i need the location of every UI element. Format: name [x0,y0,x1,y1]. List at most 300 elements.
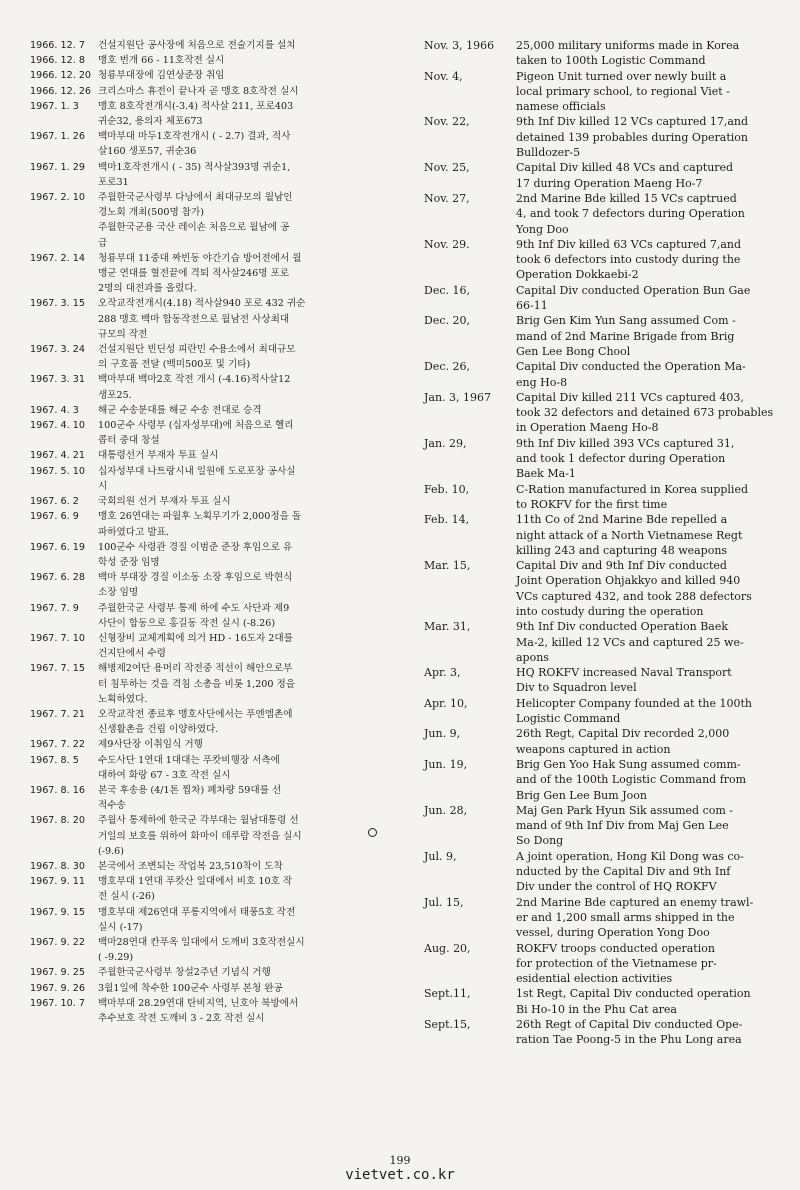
chronology-entry [30,53,404,68]
entry-line: Capital Div conducted the Operation Ma- [516,360,746,374]
entry-date: 1967. 2. 14 [30,252,85,264]
entry-line: 288 맹호 백마 합동작전으로 월남전 사상최대 [98,313,290,325]
entry-text [516,313,784,359]
entry-text [516,390,784,436]
entry-text [98,129,404,159]
entry-date: 1966. 12. 26 [30,85,92,97]
entry-line: 26th Regt, Capital Div recorded 2,000 [516,727,730,741]
entry-line: 2nd Marine Bde captured an enemy trawl- [516,895,754,909]
entry-date: 1967. 9. 26 [30,982,85,994]
entry-line: 소장 임명 [98,587,139,599]
chronology-entry [30,783,404,813]
entry-line: killing 243 and capturing 48 weapons [516,543,728,557]
entry-text [98,342,404,372]
page-number: 199 [389,1154,411,1167]
entry-date: Nov. 3, 1966 [424,39,495,52]
chronology-entry [30,753,404,783]
entry-line: Brig Gen Kim Yun Sang assumed Com - [516,314,736,328]
entry-date: Dec. 26, [424,360,470,374]
entry-text [98,464,404,494]
chronology-entry [424,558,784,619]
entry-line: 주월한국군사령부 다낭에서 최대규모의 월남인 [98,192,293,204]
chronology-entry [424,696,784,727]
chronology-entry [30,874,404,904]
site-watermark: vietvet.co.kr [345,1167,455,1183]
entry-line: 포로31 [98,176,129,188]
entry-text [98,707,404,737]
entry-line: 주월한국군사령부 창설2주년 기념식 거행 [98,967,271,979]
chronology-entry [30,935,404,965]
entry-line: 살160 생포57, 귀순36 [98,146,197,158]
entry-line: esidential election activities [516,972,673,986]
entry-line: eng Ho-8 [516,375,568,389]
entry-date: 1966. 12. 20 [30,70,92,82]
entry-line: Brig Gen Yoo Hak Sung assumed comm- [516,757,741,771]
entry-date: Dec. 16, [424,283,470,297]
entry-line: 1st Regt, Capital Div conducted operation [516,987,751,1001]
entry-line: 대하여 화랑 67 - 3호 작전 실시 [98,769,231,781]
entry-date: Mar. 31, [424,620,471,634]
entry-date: Nov. 27, [424,191,470,205]
chronology-entry [424,512,784,558]
entry-text [98,540,404,570]
chronology-entry [30,540,404,570]
chronology-entry [424,114,784,160]
entry-line: (-9.6) [98,845,124,857]
entry-text [98,99,404,129]
chronology-entry [30,418,404,448]
entry-date: 1967. 6. 2 [30,496,79,508]
chronology-entry [30,905,404,935]
chronology-entry [424,619,784,665]
entry-line: Operation Dokkaebi-2 [516,268,639,282]
entry-line: A joint operation, Hong Kil Dong was co- [516,849,744,863]
entry-text [98,661,404,707]
entry-text [98,874,404,904]
entry-line: local primary school, to regional Viet - [516,84,730,98]
entry-line: Brig Gen Lee Bum Joon [516,788,647,802]
entry-text [98,965,404,980]
entry-text [516,619,784,665]
entry-date: 1967. 9. 25 [30,967,85,979]
entry-line: Yong Doo [516,222,569,236]
entry-date: Nov. 4, [424,69,463,83]
entry-date: Dec. 20, [424,314,470,328]
entry-line: Bulldozer-5 [516,146,581,160]
entry-line: VCs captured 432, and took 288 defectors [516,589,752,603]
entry-date: 1967. 4. 3 [30,404,79,416]
entry-text [98,38,404,53]
entry-line: apons [516,650,549,664]
entry-line: 본국에서 조변되는 작업복 23,510착이 도착 [98,860,283,872]
entry-line: and of the 100th Logistic Command from [516,773,747,787]
entry-line: 백마28연대 칸푸옥 일대에서 도깨비 3호작전실시 [98,936,305,948]
entry-line: to ROKFV for the first time [516,497,668,511]
chronology-entry [424,726,784,757]
entry-date: 1967. 2. 10 [30,192,85,204]
entry-line: Joint Operation Ohjakkyo and killed 940 [516,574,741,588]
entry-line: 대통령선거 부재자 투표 실시 [98,450,219,462]
entry-text [98,570,404,600]
entry-line: 제9사단장 이취임식 거행 [98,739,203,751]
entry-date: 1967. 6. 19 [30,541,85,553]
chronology-entry [30,509,404,539]
entry-line: into costudy during the operation [516,604,704,618]
entry-date: Jan. 3, 1967 [424,390,492,404]
entry-line: vessel, during Operation Yong Doo [516,926,710,940]
entry-line: 2명의 대전과를 올렸다. [98,283,197,295]
entry-text [516,895,784,941]
entry-line: 백마부대 백마2호 작전 개시 (-4.16)적사살12 [98,374,291,386]
entry-line: 9th Inf Div conducted Operation Baek [516,620,729,634]
entry-line: 9th Inf Div killed 63 VCs captured 7,and [516,237,742,251]
entry-date: 1967. 1. 29 [30,161,85,173]
entry-text [516,359,784,390]
chronology-entry [424,359,784,390]
entry-line: took 6 defectors into custody during the [516,253,741,267]
entry-text [98,631,404,661]
entry-line: 파하였다고 발표. [98,526,169,538]
entry-line: 의 구호품 전달 (백미500포 및 기타) [98,359,251,371]
entry-line: 11th Co of 2nd Marine Bde repelled a [516,513,728,527]
entry-date: 1967. 7. 21 [30,708,85,720]
entry-line: 오작교작전개시(4.18) 적사살940 포로 432 귀순 [98,298,306,310]
entry-line: for protection of the Vietnamese pr- [516,956,717,970]
entry-text [516,1017,784,1048]
chronology-entry [30,68,404,83]
entry-line: 건설지원단 공사장에 처음으로 전술기지를 설치 [98,40,296,51]
entry-date: 1967. 7. 15 [30,663,85,675]
entry-line: 66-11 [516,299,548,313]
entry-line: er and 1,200 small arms shipped in the [516,910,735,924]
chronology-entry [30,448,404,463]
entry-line: 크리스마스 휴전이 끝나자 곧 맹호 8호작전 실시 [98,85,299,97]
entry-date: Sept.11, [424,987,471,1001]
chronology-entry [424,283,784,314]
entry-text [98,53,404,68]
entry-line: 26th Regt of Capital Div conducted Ope- [516,1018,743,1031]
entry-line: 주월사 통제하에 한국군 각부대는 월남대통령 선 [98,815,299,827]
entry-text [516,849,784,895]
entry-line: 2nd Marine Bde killed 15 VCs captrued [516,191,737,205]
entry-line: detained 139 probables during Operation [516,130,748,144]
entry-text [516,696,784,727]
entry-date: 1967. 5. 10 [30,465,85,477]
entry-line: 백마 부대장 경질 이소동 소장 후임으로 박현식 [98,572,293,584]
entry-date: 1967. 1. 26 [30,131,85,143]
chronology-entry [424,941,784,987]
chronology-entry [30,813,404,859]
entry-date: 1967. 3. 24 [30,344,85,356]
chronology-entry [30,372,404,402]
entry-text [98,509,404,539]
entry-line: mand of 9th Inf Div from Maj Gen Lee [516,819,729,833]
entry-line: 경노회 개최(500명 참가) [98,207,205,219]
entry-text [516,436,784,482]
entry-date: Nov. 22, [424,115,470,129]
entry-line: 실시 (-17) [98,921,143,933]
chronology-entry [30,190,404,251]
entry-text [516,757,784,803]
entry-line: 급 [98,237,108,249]
entry-line: 본국 후송용 (4/1톤 찝차) 폐차량 59대를 선 [98,784,282,796]
chronology-entry [424,313,784,359]
entry-date: 1967. 9. 22 [30,936,85,948]
entry-line: Helicopter Company founded at the 100th [516,696,752,710]
entry-date: 1967. 4. 10 [30,420,85,432]
entry-line: 해군 수송분대를 해군 수송 전대로 승격 [98,404,262,416]
entry-date: Apr. 10, [424,696,468,710]
entry-text [516,191,784,237]
entry-date: Jan. 29, [424,436,467,450]
entry-line: Capital Div and 9th Inf Div conducted [516,559,727,573]
entry-line: Capital Div conducted Operation Bun Gae [516,283,751,297]
chronology-entry [424,895,784,941]
entry-text [98,190,404,251]
entry-text [98,251,404,297]
entry-line: ROKFV troops conducted operation [516,941,715,955]
chronology-entry [30,601,404,631]
entry-line: 100군수 사령부 (십자성부대)에 처음으로 헬리 [98,420,294,432]
entry-line: Bi Ho-10 in the Phu Cat area [516,1002,677,1016]
chronology-entry [424,757,784,803]
entry-line: 신생활촌을 건립 이양하였다. [98,724,219,736]
chronology-entry [424,38,784,69]
entry-text [516,986,784,1017]
chronology-entry [30,296,404,342]
entry-line: 국회의원 선거 부재자 투표 실시 [98,496,231,508]
entry-date: Aug. 20, [424,941,471,955]
chronology-entry [424,436,784,482]
entry-line: 9th Inf Div killed 12 VCs captured 17,and [516,115,749,129]
entry-date: 1966. 12. 7 [30,40,85,51]
entry-line: mand of 2nd Marine Brigade from Brig [516,329,735,343]
entry-line: weapons captured in action [516,742,671,756]
entry-line: Ma-2, killed 12 VCs and captured 25 we- [516,635,744,649]
entry-date: Jun. 19, [424,757,468,771]
entry-line: 25,000 military uniforms made in Korea [516,39,740,52]
entry-line: 오작교작전 종료후 맹호사단에서는 푸엔엠촌에 [98,708,293,720]
entry-text [516,160,784,191]
chronology-entry [30,84,404,99]
entry-line: 수도사단 1연대 1대대는 푸캇비행장 서측에 [98,754,280,766]
chronology-entry [424,69,784,115]
entry-text [98,981,404,996]
entry-date: 1967. 10. 7 [30,997,85,1009]
entry-text [98,418,404,448]
entry-date: 1967. 4. 21 [30,450,85,462]
entry-line: Maj Gen Park Hyun Sik assumed com - [516,803,734,817]
entry-date: Sept.15, [424,1018,471,1031]
entry-text [516,114,784,160]
entry-date: Jun. 28, [424,803,468,817]
entry-line: 터 침투하는 것을 격침 소총을 비롯 1,200 정을 [98,678,296,690]
entry-text [516,803,784,849]
entry-text [516,38,784,69]
entry-date: Feb. 14, [424,513,470,527]
entry-line: night attack of a North Vietnamese Regt [516,528,743,542]
entry-date: Jun. 9, [424,727,461,741]
entry-date: 1967. 7. 22 [30,739,85,751]
entry-line: 신형장비 교체계획에 의거 HD - 16도자 2대를 [98,632,293,644]
chronology-entry [30,38,404,53]
entry-text [516,941,784,987]
entry-line: 맹호 번개 66 - 11호작전 실시 [98,55,225,67]
entry-date: 1967. 7. 10 [30,632,85,644]
entry-date: Feb. 10, [424,482,470,496]
entry-date: 1967. 9. 11 [30,876,85,888]
entry-line: 3월1일에 착수한 100군수 사령부 본청 완공 [98,982,283,994]
entry-line: Baek Ma-1 [516,467,576,481]
entry-date: Jul. 9, [424,849,457,863]
entry-line: 4, and took 7 defectors during Operation [516,207,745,221]
chronology-entry [424,1017,784,1048]
entry-date: 1967. 6. 28 [30,572,85,584]
entry-date: 1967. 1. 3 [30,100,79,112]
chronology-entry [424,665,784,696]
entry-line: 17 during Operation Maeng Ho-7 [516,176,703,190]
entry-line: in Operation Maeng Ho-8 [516,421,659,435]
entry-date: Jul. 15, [424,895,464,909]
entry-date: 1967. 8. 30 [30,860,85,872]
entry-line: 추수보호 작전 도깨비 3 - 2호 작전 실시 [98,1013,265,1024]
chronology-entry [30,996,404,1026]
entry-line: 적수송 [98,800,126,812]
entry-line: 시 [98,480,108,492]
entry-text [98,84,404,99]
entry-text [98,601,404,631]
entry-text [516,558,784,619]
chronology-entry [30,160,404,190]
entry-date: 1967. 6. 9 [30,511,79,523]
chronology-entry [30,494,404,509]
entry-text [98,737,404,752]
entry-text [516,69,784,115]
chronology-entry [30,661,404,707]
korean-chronology-column [30,38,404,1026]
chronology-entry [30,737,404,752]
entry-date: 1966. 12. 8 [30,55,85,67]
entry-line: HQ ROKFV increased Naval Transport [516,666,732,680]
entry-line: ( -9.29) [98,952,134,964]
entry-line: Capital Div killed 211 VCs captured 403, [516,390,744,404]
entry-date: 1967. 3. 15 [30,298,85,310]
entry-line: Capital Div killed 48 VCs and captured [516,161,734,175]
entry-line: taken to 100th Logistic Command [516,54,706,68]
entry-text [98,813,404,859]
entry-line: 십자성부대 나트랑시내 일원에 도로포장 공사실 [98,465,296,477]
chronology-entry [30,981,404,996]
chronology-entry [424,849,784,895]
entry-line: Pigeon Unit turned over newly built a [516,69,727,83]
entry-text [516,283,784,314]
entry-line: and took 1 defector during Operation [516,452,726,466]
entry-date: 1967. 8. 16 [30,784,85,796]
entry-line: 사단이 합동으로 홍길동 작전 실시 (-8.26) [98,617,276,629]
entry-line: 맹호부대 1연대 푸캇산 일대에서 비호 10호 작 [98,876,293,888]
entry-line: 백마부대 마두1호작전개시 ( - 2.7) 결과, 적사 [98,131,291,143]
entry-date: Mar. 15, [424,559,471,573]
chronology-entry [30,99,404,129]
chronology-entry [424,803,784,849]
entry-text [98,783,404,813]
entry-line: 귀순32, 용의자 체포673 [98,116,203,128]
entry-text [516,665,784,696]
entry-line: 건지단에서 수령 [98,648,166,660]
chronology-entry [424,482,784,513]
english-chronology-column [424,38,784,1048]
chronology-entry [30,129,404,159]
chronology-entry [30,859,404,874]
entry-line: 주월한국군 사령부 통제 하에 수도 사단과 제9 [98,602,290,614]
entry-line: 100군수 사령관 경질 이범준 준장 후임으로 유 [98,541,293,553]
entry-line: 전 실시 (-26) [98,891,155,903]
entry-date: 1967. 3. 31 [30,374,85,386]
entry-date: 1967. 8. 20 [30,815,85,827]
entry-line: Div to Squadron level [516,681,637,695]
entry-line: 건설지원단 빈딘성 피란민 수용소에서 최대규모 [98,344,296,356]
entry-line: 노획하였다. [98,693,148,705]
entry-date: Nov. 25, [424,161,470,175]
entry-line: 규모의 작전 [98,328,148,340]
entry-line: 학성 준장 임명 [98,556,160,568]
entry-line: 백마부대 28.29연대 탄비지역, 닌호아 북방에서 [98,997,299,1009]
chronology-entry [424,237,784,283]
entry-text [98,494,404,509]
entry-text [516,237,784,283]
entry-line: 백마1호작전개시 ( - 35) 적사살393명 귀순1, [98,161,291,173]
entry-line: 청룡부대장에 김연상준장 취임 [98,70,225,82]
entry-line: So Dong [516,834,564,848]
entry-line: 청룡부대 11중대 짜빈동 야간기습 방어전에서 월 [98,252,302,264]
entry-line: took 32 defectors and detained 673 probables [516,406,774,420]
entry-line: 맹호 26연대는 파월후 노획무기가 2,000정을 돌 [98,511,302,523]
chronology-entry [30,251,404,297]
entry-line: Gen Lee Bong Chool [516,344,631,358]
entry-line: nducted by the Capital Div and 9th Inf [516,865,731,879]
chronology-entry [30,965,404,980]
chronology-entry [30,464,404,494]
entry-line: 생포25. [98,389,132,401]
entry-line: ration Tae Poong-5 in the Phu Long area [516,1033,742,1047]
entry-line: 맹호부대 제26연대 푸롱지역에서 태풍5호 작전 [98,906,296,918]
entry-line: Logistic Command [516,712,621,726]
chronology-entry [30,707,404,737]
entry-text [516,482,784,513]
entry-text [516,726,784,757]
entry-line: 콥터 중대 창설 [98,435,160,447]
chronology-entry [30,631,404,661]
entry-text [98,448,404,463]
chronology-entry [424,390,784,436]
entry-line: C-Ration manufactured in Korea supplied [516,482,748,496]
chronology-entry [424,160,784,191]
entry-text [98,68,404,83]
chronology-entry [30,570,404,600]
entry-text [98,859,404,874]
chronology-entry [424,986,784,1017]
entry-line: 거일의 보호를 위하여 화마이 데루람 작전을 실시 [98,830,302,842]
entry-text [98,403,404,418]
entry-text [98,905,404,935]
entry-date: 1967. 9. 15 [30,906,85,918]
entry-text [98,996,404,1026]
chronology-entry [30,342,404,372]
entry-date: Apr. 3, [424,666,461,680]
entry-date: Nov. 29. [424,237,470,251]
entry-text [98,935,404,965]
entry-line: namese officials [516,100,606,114]
